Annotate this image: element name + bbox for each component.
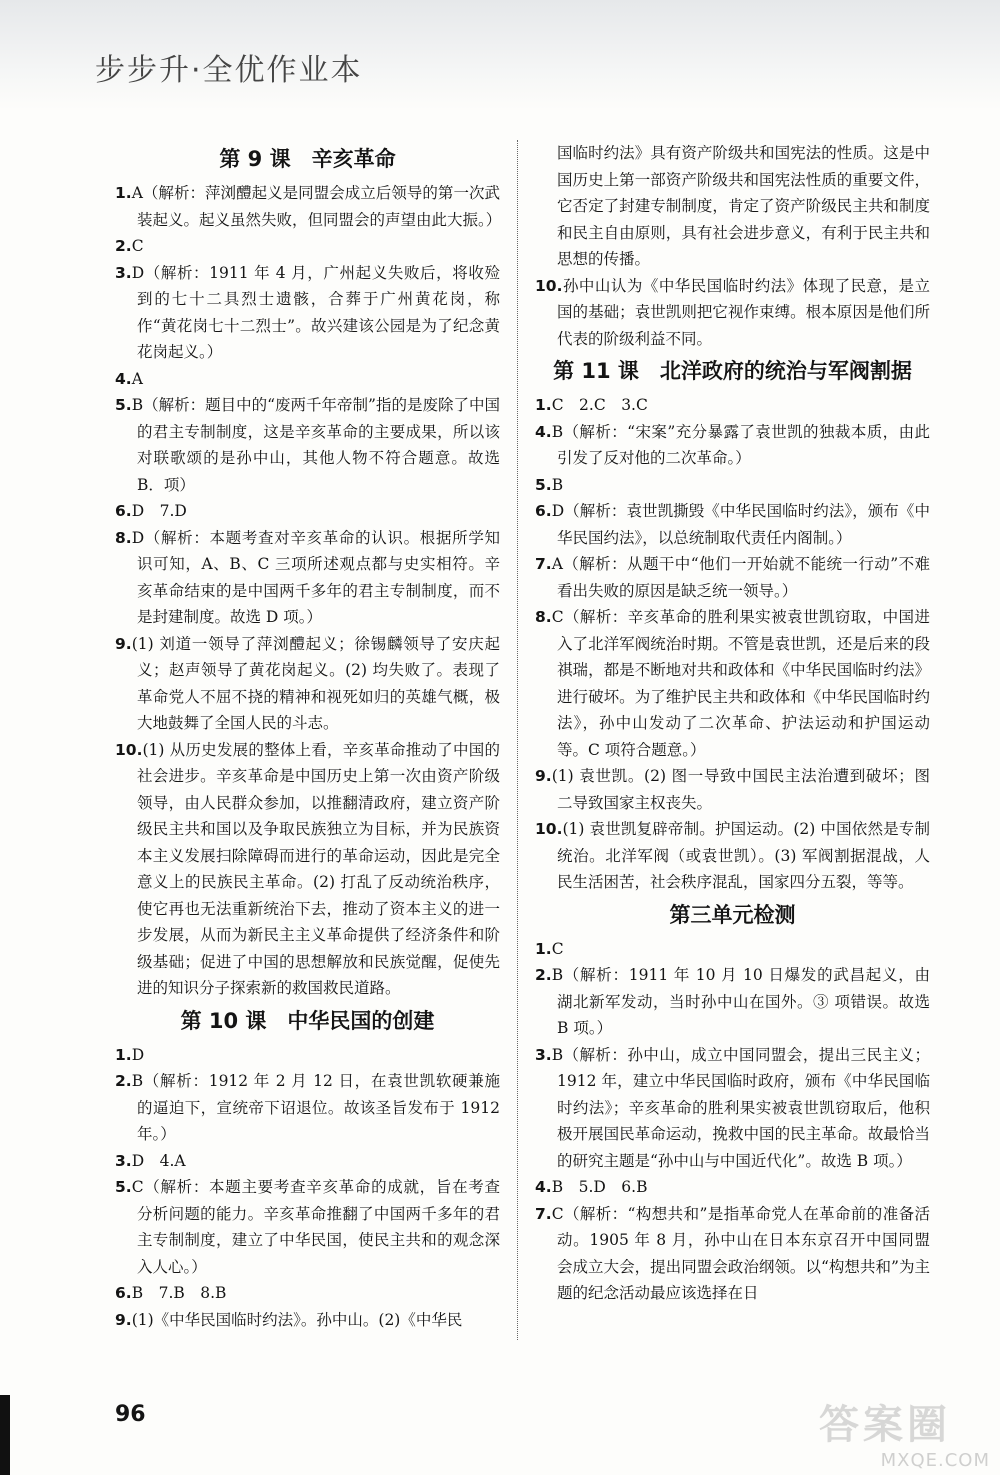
answer-item	[115, 1307, 500, 1334]
answer-item	[535, 392, 930, 419]
answer-text: B（解析：“宋案”充分暴露了袁世凯的独裁本质，由此引发了反对他的二次革命。）	[551, 422, 930, 467]
answer-item	[535, 816, 930, 896]
answer-text: B（解析：题目中的“废两千年帝制”指的是废除了中国的君主专制制度，这是辛亥革命的主要成果，所以该对联歌颂的是孙中山，其他人物不符合题意。故选 B．项）	[131, 396, 500, 494]
answer-number: 9.	[535, 767, 552, 785]
answer-continuation: 国临时约法》具有资产阶级共和国宪法的性质。这是中国历史上第一部资产阶级共和国宪法性质的重要文件，它否定了封建专制制度，肯定了资产阶级民主共和制度和民主自由原则，具有社会进步意义，有利于民主共和思想的传播。	[557, 144, 930, 268]
answer-number: 2.	[115, 1072, 132, 1090]
lesson-title: 第 9 课 辛亥革命	[219, 147, 396, 171]
answer-number: 9.	[115, 634, 132, 653]
answer-number: 9.	[115, 1310, 132, 1329]
watermark-text: 答案圈	[819, 1402, 951, 1448]
answer-text: C 2.C 3.C	[551, 396, 648, 414]
answer-item	[115, 1174, 500, 1280]
page-number: 96	[115, 1402, 146, 1427]
answer-item	[115, 233, 500, 260]
answer-item	[115, 525, 500, 631]
answer-number: 5.	[535, 475, 552, 494]
answer-text: (1) 袁世凯复辟帝制。护国运动。(2) 中国依然是专制统治。北洋军阀（或袁世凯）。(3) 军阀割据混战，人民生活困苦，社会秩序混乱，国家四分五裂，等等。	[557, 820, 930, 891]
answer-text: C	[551, 939, 564, 958]
answer-item	[535, 604, 930, 763]
answer-number: 6.	[535, 502, 552, 520]
answer-number: 6.	[115, 502, 132, 520]
answer-text: (1) 袁世凯。(2) 图一导致中国民主法治遭到破坏；图二导致国家主权丧失。	[551, 767, 930, 812]
answer-item	[535, 472, 930, 499]
answer-item	[115, 498, 500, 525]
answer-item	[535, 498, 930, 551]
answer-text: B 5.D 6.B	[551, 1178, 648, 1196]
answer-item	[535, 273, 930, 353]
answer-text: D（解析：本题考查对辛亥革命的认识。根据所学知识可知，A、B、C 三项所述观点都与史实相符。辛亥革命结束的是中国两千多年的君主专制制度，而不是封建制度。故选 D 项。）	[131, 528, 500, 626]
answer-number: 1.	[115, 1045, 132, 1064]
answer-item	[535, 1042, 930, 1175]
answer-item	[535, 962, 930, 1042]
answer-number: 2.	[535, 966, 552, 984]
answer-number: 3.	[115, 1151, 132, 1170]
answer-item	[535, 419, 930, 472]
answer-text: B	[551, 475, 564, 494]
answer-item	[535, 936, 930, 963]
answer-text: C（解析：本题主要考查辛亥革命的成就，旨在考查分析问题的能力。辛亥革命推翻了中国两千多年的君主专制制度，建立了中华民国，使民主共和的观念深入人心。）	[131, 1178, 500, 1276]
answer-number: 1.	[535, 939, 552, 958]
answer-number: 10.	[115, 740, 143, 759]
answer-text: B（解析：1911 年 10 月 10 日爆发的武昌起义，由湖北新军发动，当时孙中山在国外。③ 项错误。故选 B 项。）	[551, 966, 930, 1037]
answer-item	[535, 1174, 930, 1201]
answer-item	[535, 1201, 930, 1307]
book-series-title: 步步升·全优作业本	[95, 53, 363, 88]
answer-number: 3.	[115, 263, 132, 282]
answer-text: 孙中山认为《中华民国临时约法》体现了民意，是立国的基础；袁世凯则把它视作束缚。根本原因是他们所代表的阶级利益不同。	[557, 276, 930, 348]
answer-number: 10.	[535, 276, 563, 295]
answer-item	[115, 180, 500, 233]
watermark-logo	[780, 1393, 990, 1471]
answer-text: D 4.A	[131, 1151, 186, 1170]
answer-item	[115, 366, 500, 393]
answer-text: A（解析：从题干中“他们一开始就不能统一行动”不难看出失败的原因是缺乏统一领导。）	[551, 555, 930, 600]
answer-item	[115, 260, 500, 366]
answer-number: 8.	[535, 608, 552, 626]
answer-item	[115, 737, 500, 1002]
answer-text: A（解析：萍浏醴起义是同盟会成立后领导的第一次武装起义。起义虽然失败，但同盟会的声望由此大振。）	[131, 184, 502, 229]
answer-item	[115, 1148, 500, 1175]
answer-text: C	[131, 237, 144, 255]
answer-number: 4.	[535, 422, 552, 441]
answer-number: 4.	[535, 1178, 552, 1196]
answer-item	[535, 551, 930, 604]
answer-text: (1)《中华民国临时约法》。孙中山。(2)《中华民	[131, 1310, 463, 1329]
column-divider	[517, 140, 518, 1340]
answer-text: D（解析：袁世凯撕毁《中华民国临时约法》，颁布《中华民国约法》，以总统制取代责任内阁制。）	[551, 502, 930, 547]
answer-number: 5.	[115, 396, 132, 414]
answer-number: 8.	[115, 528, 132, 547]
answer-text: A	[131, 369, 143, 388]
answer-text: C（解析：“构想共和”是指革命党人在革命前的准备活动。1905 年 8 月，孙中山在日本东京召开中国同盟会成立大会，提出同盟会政治纲领。以“构想共和”为主题的纪念活动最应该选择在日	[551, 1204, 930, 1302]
answer-item	[535, 763, 930, 816]
page-edge-mark	[0, 1395, 10, 1475]
answer-number: 3.	[535, 1045, 552, 1064]
answer-number: 6.	[115, 1284, 132, 1302]
answer-item	[115, 1068, 500, 1148]
lesson-title: 第 11 课 北洋政府的统治与军阀割据	[553, 359, 912, 383]
answer-text: B（解析：1912 年 2 月 12 日，在袁世凯软硬兼施的逼迫下，宣统帝下诏退位。故该圣旨发布于 1912 年。）	[131, 1072, 500, 1143]
watermark-url: MXQE.COM	[880, 1450, 990, 1471]
answer-text: (1) 刘道一领导了萍浏醴起义；徐锡麟领导了安庆起义；赵声领导了黄花岗起义。(2) 均失败了。表现了革命党人不屈不挠的精神和视死如归的英雄气概，极大地鼓舞了全国人民的斗志。	[131, 634, 500, 732]
left-column	[115, 140, 500, 1333]
answer-number: 7.	[535, 555, 552, 573]
answer-text: B 7.B 8.B	[131, 1284, 227, 1302]
answer-number: 7.	[535, 1204, 552, 1223]
answer-text: D 7.D	[131, 502, 187, 520]
answer-number: 2.	[115, 237, 132, 255]
answer-number: 1.	[115, 184, 132, 202]
answer-text: D（解析：1911 年 4 月，广州起义失败后，将收殓到的七十二具烈士遗骸，合葬于广州黄花岗，称作“黄花岗七十二烈士”。故兴建该公园是为了纪念黄花岗起义。）	[131, 263, 500, 361]
lesson-title: 第三单元检测	[669, 902, 796, 927]
answer-text: C（解析：辛亥革命的胜利果实被袁世凯窃取，中国进入了北洋军阀统治时期。不管是袁世凯，还是后来的段祺瑞，都是不断地对共和政体和《中华民国临时约法》进行破坏。为了维护民主共和政体和《中华民国临时约法》，孙中山发动了二次革命、护法运动和护国运动等。C 项符合题意。）	[551, 608, 930, 759]
answer-item	[115, 392, 500, 498]
answer-item	[115, 1280, 500, 1307]
lesson-title: 第 10 课 中华民国的创建	[180, 1008, 435, 1033]
answer-number: 1.	[535, 396, 552, 414]
answer-text: (1) 从历史发展的整体上看，辛亥革命推动了中国的社会进步。辛亥革命是中国历史上第一次由资产阶级领导，由人民群众参加，以推翻清政府，建立资产阶级民主共和国以及争取民族独立为目标，并为民族资本主义发展扫除障碍而进行的革命运动，因此是完全意义上的民族民主革命。(2) 打乱了反动统治秩序，使它再也无法重新统治下去，推动了资本主义的进一步发展，从而为新民主主义革命提供了经济条件和阶级基础；促进了中国的思想解放和民族觉醒，促使先进的知识分子探索新的救国救民道路。	[137, 740, 500, 997]
answer-text: D	[131, 1045, 145, 1064]
answer-item	[115, 1042, 500, 1069]
right-column	[535, 140, 930, 1307]
answer-number: 10.	[535, 820, 563, 838]
answer-number: 4.	[115, 369, 132, 388]
answer-number: 5.	[115, 1178, 132, 1196]
answer-item	[115, 631, 500, 737]
answer-text: B（解析：孙中山，成立中国同盟会，提出三民主义；1912 年，建立中华民国临时政府，颁布《中华民国临时约法》；辛亥革命的胜利果实被袁世凯窃取后，他积极开展国民革命运动，挽救中国的民主革命。故最恰当的研究主题是“孙中山与中国近代化”。故选 B 项。）	[551, 1045, 930, 1170]
